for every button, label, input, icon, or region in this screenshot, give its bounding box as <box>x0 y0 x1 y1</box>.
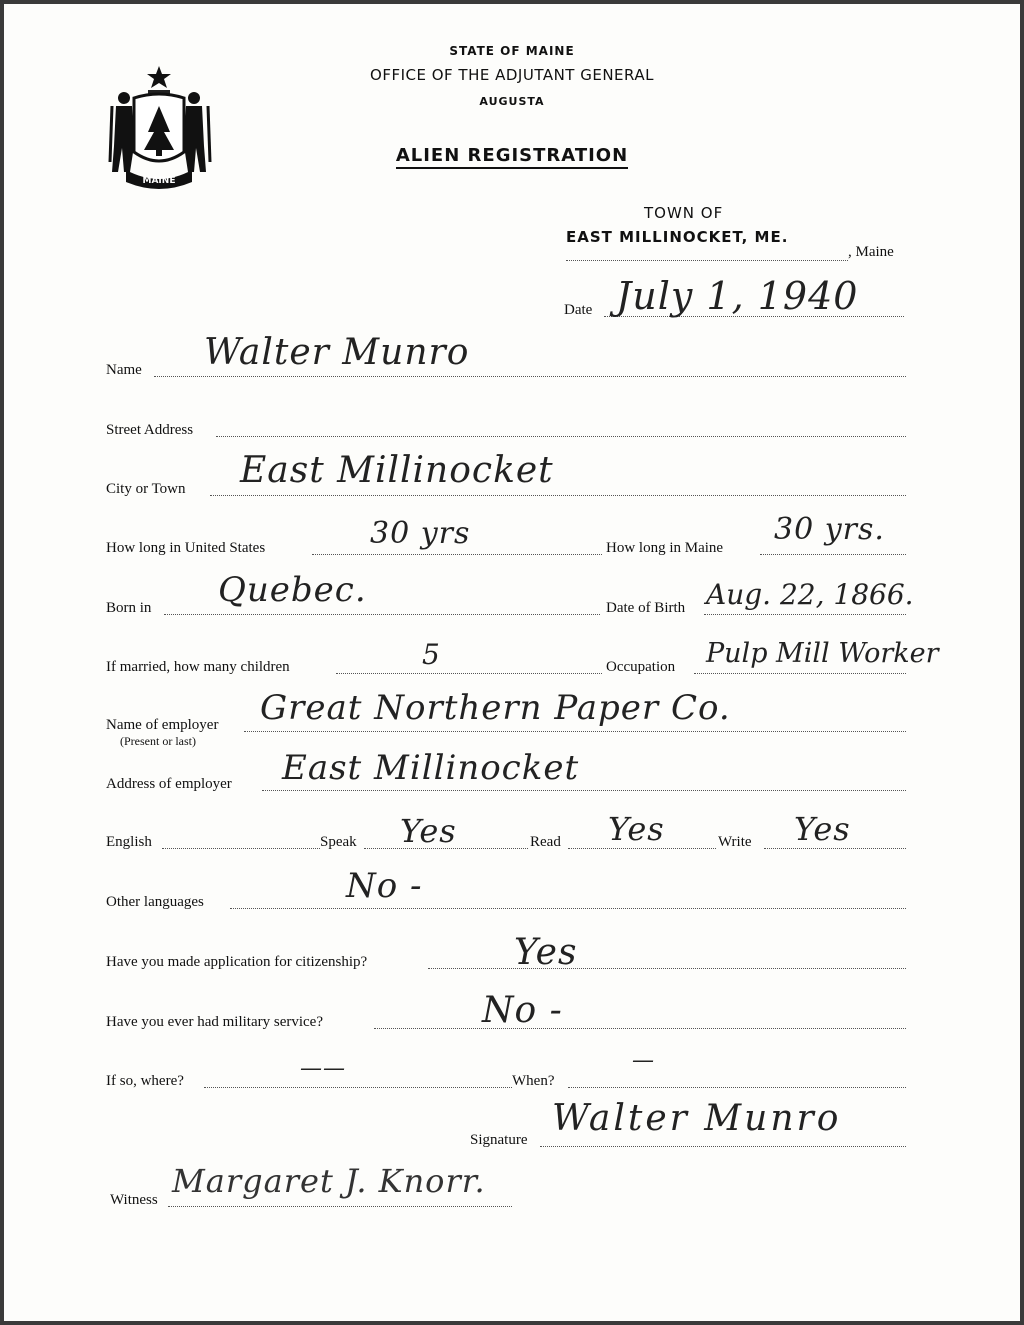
signature-label: Signature <box>470 1132 528 1148</box>
street-line <box>216 436 906 437</box>
years-us-line <box>312 554 602 555</box>
city-line <box>210 495 906 496</box>
born-in-value: Quebec. <box>218 570 367 610</box>
children-value: 5 <box>422 638 441 671</box>
born-in-line <box>164 614 600 615</box>
street-label: Street Address <box>106 422 194 438</box>
employer-address-label: Address of employer <box>106 776 232 792</box>
years-us-label: How long in United States <box>106 540 266 556</box>
children-line <box>336 673 602 674</box>
write-line <box>764 848 906 849</box>
town-label: TOWN OF <box>644 204 724 222</box>
employer-address-line <box>262 790 906 791</box>
where-line <box>204 1087 512 1088</box>
witness-line <box>168 1206 512 1207</box>
years-us-value: 30 yrs <box>370 516 471 551</box>
header-city: AUGUSTA <box>479 95 545 108</box>
town-value: EAST MILLINOCKET, ME. <box>566 228 789 246</box>
name-line <box>154 376 906 377</box>
read-label: Read <box>530 834 561 850</box>
when-label: When? <box>512 1073 555 1089</box>
english-line <box>162 848 320 849</box>
other-languages-line <box>230 908 906 909</box>
form-title: ALIEN REGISTRATION <box>4 145 1020 166</box>
header-state: STATE OF MAINE <box>449 44 575 58</box>
employer-address-value: East Millinocket <box>282 748 580 788</box>
birth-date-line <box>704 614 906 615</box>
witness-value: Margaret J. Knorr. <box>172 1162 486 1200</box>
header-office: OFFICE OF THE ADJUTANT GENERAL <box>370 66 654 84</box>
years-maine-line <box>760 554 906 555</box>
children-label: If married, how many children <box>106 659 290 675</box>
years-maine-value: 30 yrs. <box>774 512 885 547</box>
birth-date-value: Aug. 22, 1866. <box>706 578 914 611</box>
citizenship-value: Yes <box>514 932 578 973</box>
when-value: — <box>632 1048 655 1073</box>
city-label: City or Town <box>106 481 186 497</box>
other-languages-label: Other languages <box>106 894 204 910</box>
town-line <box>566 260 848 261</box>
write-label: Write <box>718 834 752 850</box>
town-suffix: , Maine <box>848 244 894 260</box>
citizenship-line <box>428 968 906 969</box>
speak-label: Speak <box>320 834 357 850</box>
citizenship-label: Have you made application for citizenship? <box>106 954 368 970</box>
years-maine-label: How long in Maine <box>606 540 724 556</box>
english-label: English <box>106 834 152 850</box>
signature-value: Walter Munro <box>552 1098 842 1139</box>
occupation-line <box>694 673 906 674</box>
date-label: Date <box>564 302 593 318</box>
write-value: Yes <box>794 810 851 848</box>
where-value: —— <box>300 1056 346 1081</box>
employer-sublabel: (Present or last) <box>120 734 196 748</box>
military-label: Have you ever had military service? <box>106 1014 323 1030</box>
name-value: Walter Munro <box>204 332 470 373</box>
when-line <box>568 1087 906 1088</box>
witness-label: Witness <box>110 1192 158 1208</box>
registration-form <box>4 4 1020 1321</box>
occupation-value: Pulp Mill Worker <box>706 638 939 669</box>
employer-value: Great Northern Paper Co. <box>260 688 731 728</box>
occupation-label: Occupation <box>606 659 676 675</box>
date-value: July 1, 1940 <box>616 274 859 318</box>
signature-line <box>540 1146 906 1147</box>
speak-value: Yes <box>400 812 457 850</box>
military-value: No - <box>482 990 563 1031</box>
born-in-label: Born in <box>106 600 152 616</box>
read-line <box>568 848 716 849</box>
read-value: Yes <box>608 810 665 848</box>
where-label: If so, where? <box>106 1073 184 1089</box>
employer-line <box>244 731 906 732</box>
employer-label: Name of employer <box>106 717 219 733</box>
city-value: East Millinocket <box>240 450 554 491</box>
other-languages-value: No - <box>346 866 423 906</box>
military-line <box>374 1028 906 1029</box>
name-label: Name <box>106 362 142 378</box>
birth-date-label: Date of Birth <box>606 600 686 616</box>
seal-text: MAINE <box>142 176 176 186</box>
